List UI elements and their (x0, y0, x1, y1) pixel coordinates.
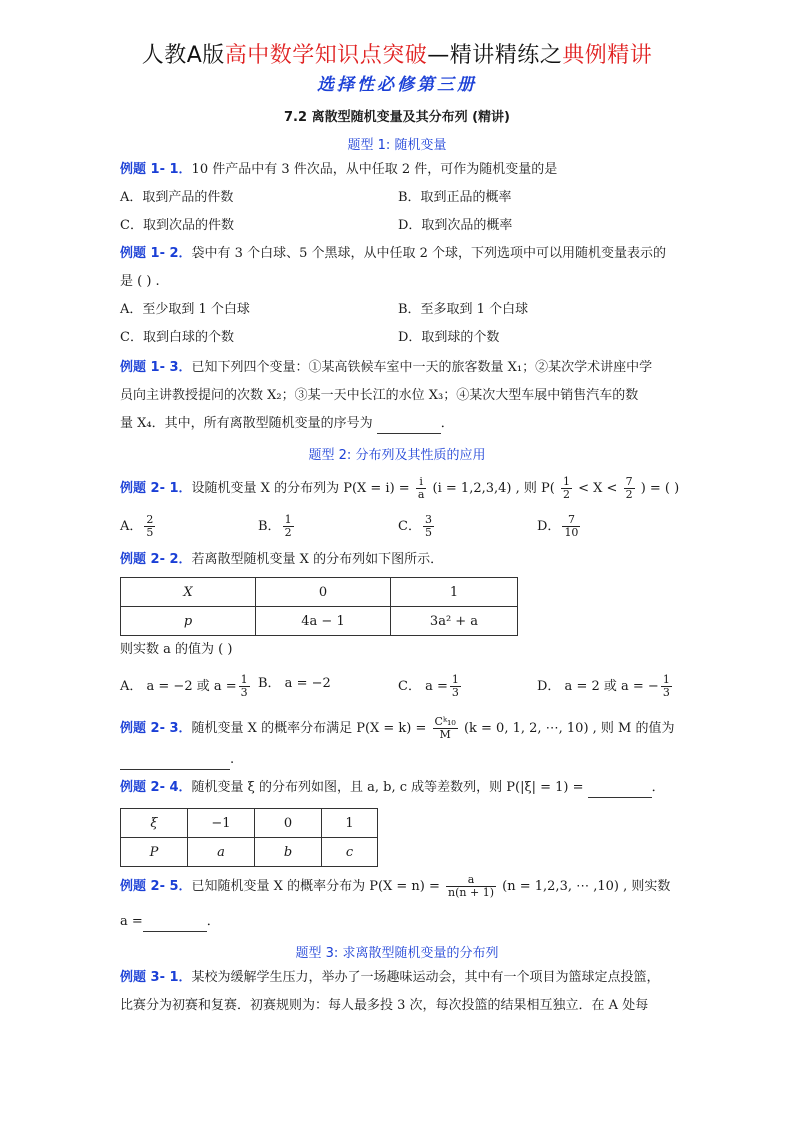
fraction: $\frac{7}{2}$ (625, 475, 633, 501)
option-b: B． a = −2 (258, 676, 331, 691)
option-d: D． $\frac{7}{10}$ (537, 513, 579, 539)
table-row: p 4a − 1 3a² + a (121, 607, 518, 636)
type1-title: 题型 1: 随机变量 (347, 138, 447, 153)
question-continuation: a = ． (120, 912, 680, 932)
example-2-2 (120, 550, 680, 570)
question-text: 随机变量 X 的概率分布满足 P(X = k) = (191, 721, 427, 736)
question-text: (k = 0, 1, 2, ⋯, 10) , 则 M 的值为 (463, 721, 675, 736)
question-text: 设随机变量 X 的分布列为 P(X = i) = (191, 481, 410, 496)
option-b: B． $\frac{1}{2}$ (258, 513, 292, 539)
header-middle: —精讲精练之 (427, 43, 563, 68)
question-text: < X < (578, 481, 618, 496)
option-c: C． $\frac{3}{5}$ (398, 513, 432, 539)
option-d: D．取到次品的概率 (398, 218, 513, 233)
option-c: C．取到白球的个数 (120, 330, 234, 345)
page-header (0, 38, 794, 69)
example-2-4: 例题 2- 4．随机变量 ξ 的分布列如图，且 a, b, c 成等差数列，则 P(|ξ| = 1) = ． (120, 778, 680, 798)
example-label: 例题 2- 1． (120, 481, 192, 496)
answer-blank (377, 419, 441, 434)
section-title: 7.2 离散型随机变量及其分布列 (精讲) (284, 110, 510, 125)
example-3-1 (120, 968, 680, 988)
example-1-2 (120, 244, 680, 264)
question-text: 随机变量 ξ 的分布列如图，且 a, b, c 成等差数列，则 P(|ξ| = 1) = (191, 780, 584, 795)
type2-title: 题型 2: 分布列及其性质的应用 (308, 448, 486, 463)
example-label: 例题 1- 1． (120, 162, 192, 177)
answer-blank (120, 755, 230, 770)
answer-blank (143, 917, 207, 932)
option-a: A． a = −2 或 a = $\frac{1}{3}$ (120, 673, 248, 699)
answer-blank (588, 783, 652, 798)
question-text: 某校为缓解学生压力，举办了一场趣味运动会，其中有一个项目为篮球定点投篮， (191, 970, 660, 985)
example-1-3 (120, 358, 680, 378)
question-text: ) = ( ) (640, 481, 680, 496)
option-b: B．至多取到 1 个白球 (398, 302, 529, 317)
table-row: P a b c (121, 838, 378, 867)
question-text: 袋中有 3 个白球、5 个黑球，从中任取 2 个球，下列选项中可以用随机变量表示的 (191, 246, 667, 261)
example-2-1 (120, 476, 680, 501)
question-text: 已知随机变量 X 的概率分布为 P(X = n) = (191, 879, 440, 894)
table-row: ξ −1 0 1 (121, 809, 378, 838)
option-d: D． a = 2 或 a = − $\frac{1}{3}$ (537, 673, 670, 699)
question-text: 10 件产品中有 3 件次品，从中任取 2 件，可作为随机变量的是 (191, 162, 558, 177)
page-subtitle: 选择性必修第三册 (317, 75, 477, 95)
header-topic: 高中数学知识点突破 (224, 43, 428, 68)
question-continuation: 量 X₄．其中，所有离散型随机变量的序号为 ． (120, 414, 680, 434)
option-d: D．取到球的个数 (398, 330, 500, 345)
option-a: A． $\frac{2}{5}$ (120, 513, 154, 539)
question-text: 已知下列四个变量：①某高铁候车室中一天的旅客数量 X₁；②某次学术讲座中学 (191, 360, 653, 375)
example-label: 例题 2- 3． (120, 721, 192, 736)
question-continuation: 比赛分为初赛和复赛．初赛规则为：每人最多投 3 次，每次投篮的结果相互独立．在 A 处每 (120, 998, 649, 1013)
question-text: 若离散型随机变量 X 的分布列如下图所示． (191, 552, 444, 567)
header-publisher: 人教A版 (141, 43, 225, 68)
fraction: $\frac{a}{n(n + 1)}$ (448, 873, 495, 899)
distribution-table (120, 808, 378, 867)
question-text: 量 X₄．其中，所有离散型随机变量的序号为 (120, 416, 373, 431)
example-label: 例题 2- 2． (120, 552, 192, 567)
answer-line: . (120, 750, 680, 770)
distribution-table (120, 577, 518, 636)
example-label: 例题 3- 1． (120, 970, 192, 985)
question-text: (n = 1,2,3, ⋯ ,10) , 则实数 (502, 879, 671, 894)
example-label: 例题 2- 4． (120, 780, 192, 795)
option-c: C．取到次品的件数 (120, 218, 234, 233)
option-a: A．至少取到 1 个白球 (120, 302, 250, 317)
type3-title: 题型 3: 求离散型随机变量的分布列 (295, 946, 499, 961)
example-1-1 (120, 160, 680, 180)
fraction: $\frac{i}{a}$ (417, 475, 425, 501)
question-text: (i = 1,2,3,4) , 则 P( (432, 481, 555, 496)
example-label: 例题 2- 5． (120, 879, 192, 894)
question-continuation: 是 ( ) . (120, 274, 160, 289)
table-row: X 0 1 (121, 578, 518, 607)
example-2-5 (120, 874, 680, 899)
example-2-3 (120, 716, 680, 741)
question-continuation: 员向主讲教授提问的次数 X₂；③某一天中长江的水位 X₃；④某次大型车展中销售汽车的数 (120, 388, 639, 403)
option-c: C． a = $\frac{1}{3}$ (398, 673, 459, 699)
fraction: $\frac{1}{2}$ (562, 475, 570, 501)
option-a: A．取到产品的件数 (120, 190, 234, 205)
option-b: B．取到正品的概率 (398, 190, 512, 205)
example-label: 例题 1- 2． (120, 246, 192, 261)
example-label: 例题 1- 3． (120, 360, 192, 375)
question-continuation: 则实数 a 的值为 ( ) (120, 642, 233, 657)
header-suffix: 典例精讲 (562, 43, 653, 68)
fraction: $\frac{\text{Cᵏ₁₀}}{M}$ (434, 715, 456, 741)
